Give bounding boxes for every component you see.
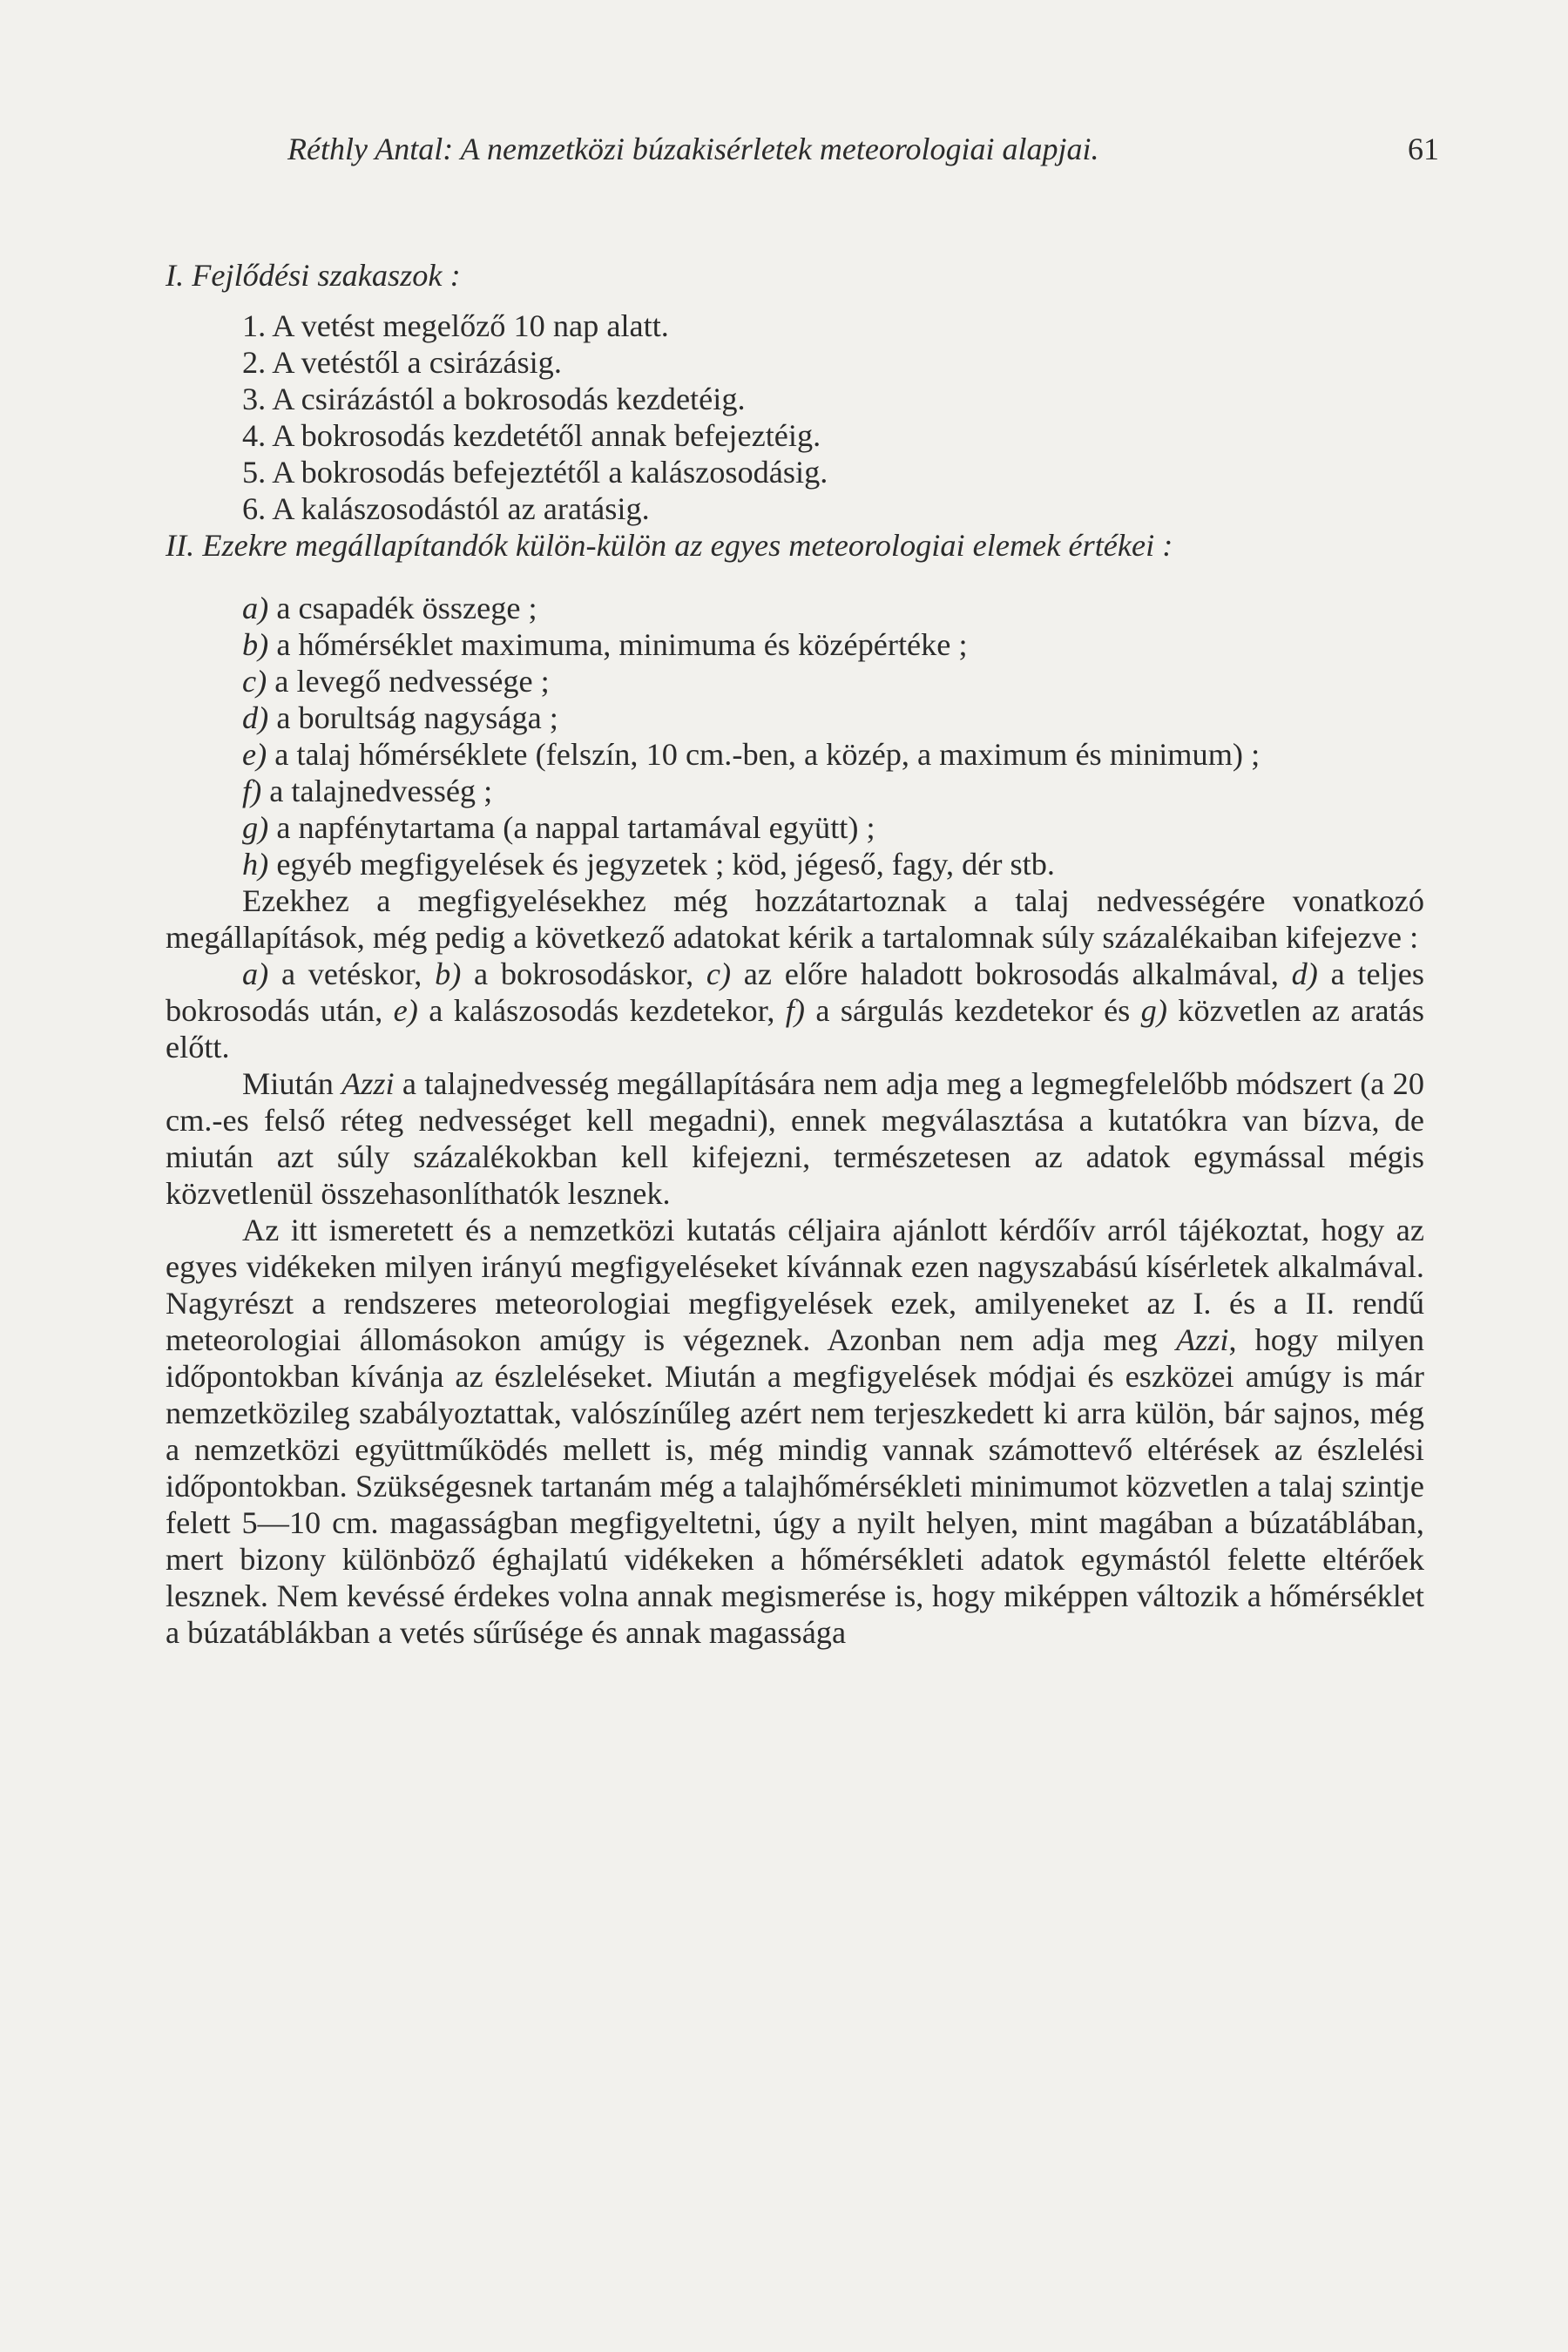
item-letter: a) (242, 591, 269, 625)
paragraph (166, 1065, 1424, 1212)
section-heading-2: II. Ezekre megállapítandók külön-külön az egyes meteorologiai elemek értékei : (166, 528, 1173, 563)
paragraph (166, 1212, 1424, 1651)
item-letter: f) (785, 993, 805, 1028)
running-title: Réthly Antal: A nemzetközi búzakisérletek meteorologiai alapjai. (287, 132, 1099, 166)
item-text: a csapadék összege ; (268, 591, 537, 625)
item-letter: d) (1291, 956, 1318, 991)
list-item (166, 773, 1424, 809)
list-item (166, 846, 1424, 882)
author-name: Azzi (341, 1066, 395, 1101)
list-item: 5. A bokrosodás befejeztétől a kalászosodásig. (242, 455, 828, 490)
item-letter: c) (242, 664, 267, 699)
list-item: 6. A kalászosodástól az aratásig. (242, 491, 650, 526)
item-letter: b) (242, 627, 269, 662)
list-item: 2. A vetéstől a csirázásig. (242, 345, 562, 380)
item-letter: e) (242, 737, 267, 772)
item-text: egyéb megfigyelések és jegyzetek ; köd, jégeső, fagy, dér stb. (268, 847, 1055, 882)
item-text: a vetéskor, (268, 956, 436, 991)
text-run: Miután (242, 1066, 342, 1101)
list-item (166, 590, 1424, 626)
item-letter: b) (435, 956, 462, 991)
list-item (166, 663, 1424, 700)
page-number: 61 (1408, 132, 1439, 166)
list-item (166, 626, 1424, 663)
item-text: a sárgulás kezdetekor és (804, 993, 1141, 1028)
text-run: a talajnedvesség megállapítására nem adja meg a legmegfelelőbb módszert (a 20 cm.-es felső réteg nedvességet kell megadni), ennek megválasztása a kutatókra van bízva, de miután azt súly százalékokban kell kifejezni, természetesen az adatok egymással mégis közvetlenül összehasonlíthatók lesznek. (166, 1066, 1424, 1211)
item-letter: h) (242, 847, 269, 882)
item-text: a borultság nagysága ; (268, 700, 558, 735)
text-run: Az itt ismeretett és a nemzetközi kutatás céljaira ajánlott kérdőív arról tájékoztat, hogy az egyes vidékeken milyen irányú megfigyeléseket kívánnak ezen nagyszabású kísérletek alkalmával. Nagyrészt a rendszeres meteorologiai megfigyelések ezek, amilyeneket az I. és a II. rendű meteorologiai állomásokon amúgy is végeznek. Azonban nem adja meg (166, 1213, 1424, 1357)
paragraph: Ezekhez a megfigyelésekhez még hozzátartoznak a talaj nedvességére vonatkozó megállapítások, még pedig a következő adatokat kérik a tartalomnak súly százalékaiban kifejezve : (166, 883, 1424, 955)
item-text: a levegő nedvessége ; (267, 664, 550, 699)
item-text: az előre haladott bokrosodás alkalmával, (731, 956, 1292, 991)
item-letter: e) (393, 993, 418, 1028)
item-letter: d) (242, 700, 269, 735)
item-text: a talaj hőmérséklete (felszín, 10 cm.-ben, a közép, a maximum és minimum) ; (267, 737, 1260, 772)
stages-list (166, 308, 1424, 527)
text-run: , hogy milyen időpontokban kívánja az észleléseket. Miután a megfigyelések módjai és eszközei amúgy is már nemzetközileg szabályoztattak, valószínűleg azért nem terjeszkedett ki arra külön, bár sajnos, még a nemzetközi együttműködés mellett is, még mindig vannak számottevő eltérések az észlelési időpontokban. Szükségesnek tartanám még a talajhőmérsékleti minimumot közvetlen a talaj szintje felett 5—10 cm. magasságban megfigyeltetni, úgy a nyilt helyen, mint magában a búzatáblában, mert bizony különböző éghajlatú vidékeken a hőmérsékleti adatok egymástól felette eltérőek lesznek. Nem kevéssé érdekes volna annak megismerése is, hogy miképpen változik a hőmérséklet a búzatáblákban a vetés sűrűsége és annak magassága (166, 1322, 1424, 1650)
item-letter: g) (1140, 993, 1167, 1028)
item-letter: g) (242, 810, 269, 845)
item-letter: c) (706, 956, 732, 991)
item-text: a talajnedvesség ; (261, 774, 493, 808)
item-text: a kalászosodás kezdetekor, (417, 993, 786, 1028)
item-text: a hőmérséklet maximuma, minimuma és középértéke ; (268, 627, 968, 662)
page-body (166, 257, 1424, 1651)
elements-list (166, 590, 1424, 882)
item-letter: a) (242, 956, 269, 991)
list-item (166, 700, 1424, 736)
item-letter: f) (242, 774, 262, 808)
list-item (166, 809, 1424, 846)
list-item: 3. A csirázástól a bokrosodás kezdetéig. (242, 382, 746, 416)
item-text: a teljes bokrosodás után, (166, 956, 1425, 1028)
item-text: a napfénytartama (a nappal tartamával együtt) ; (268, 810, 875, 845)
item-text: közvetlen az aratás előtt. (166, 993, 1424, 1064)
section-heading-1: I. Fejlődési szakaszok : (166, 258, 461, 293)
paragraph-moisture-stages (166, 956, 1424, 1065)
author-name: Azzi (1175, 1322, 1229, 1357)
item-text: a bokrosodáskor, (461, 956, 706, 991)
list-item (166, 736, 1424, 773)
list-item: 4. A bokrosodás kezdetétől annak befejeztéig. (242, 418, 821, 453)
list-item: 1. A vetést megelőző 10 nap alatt. (242, 308, 669, 343)
